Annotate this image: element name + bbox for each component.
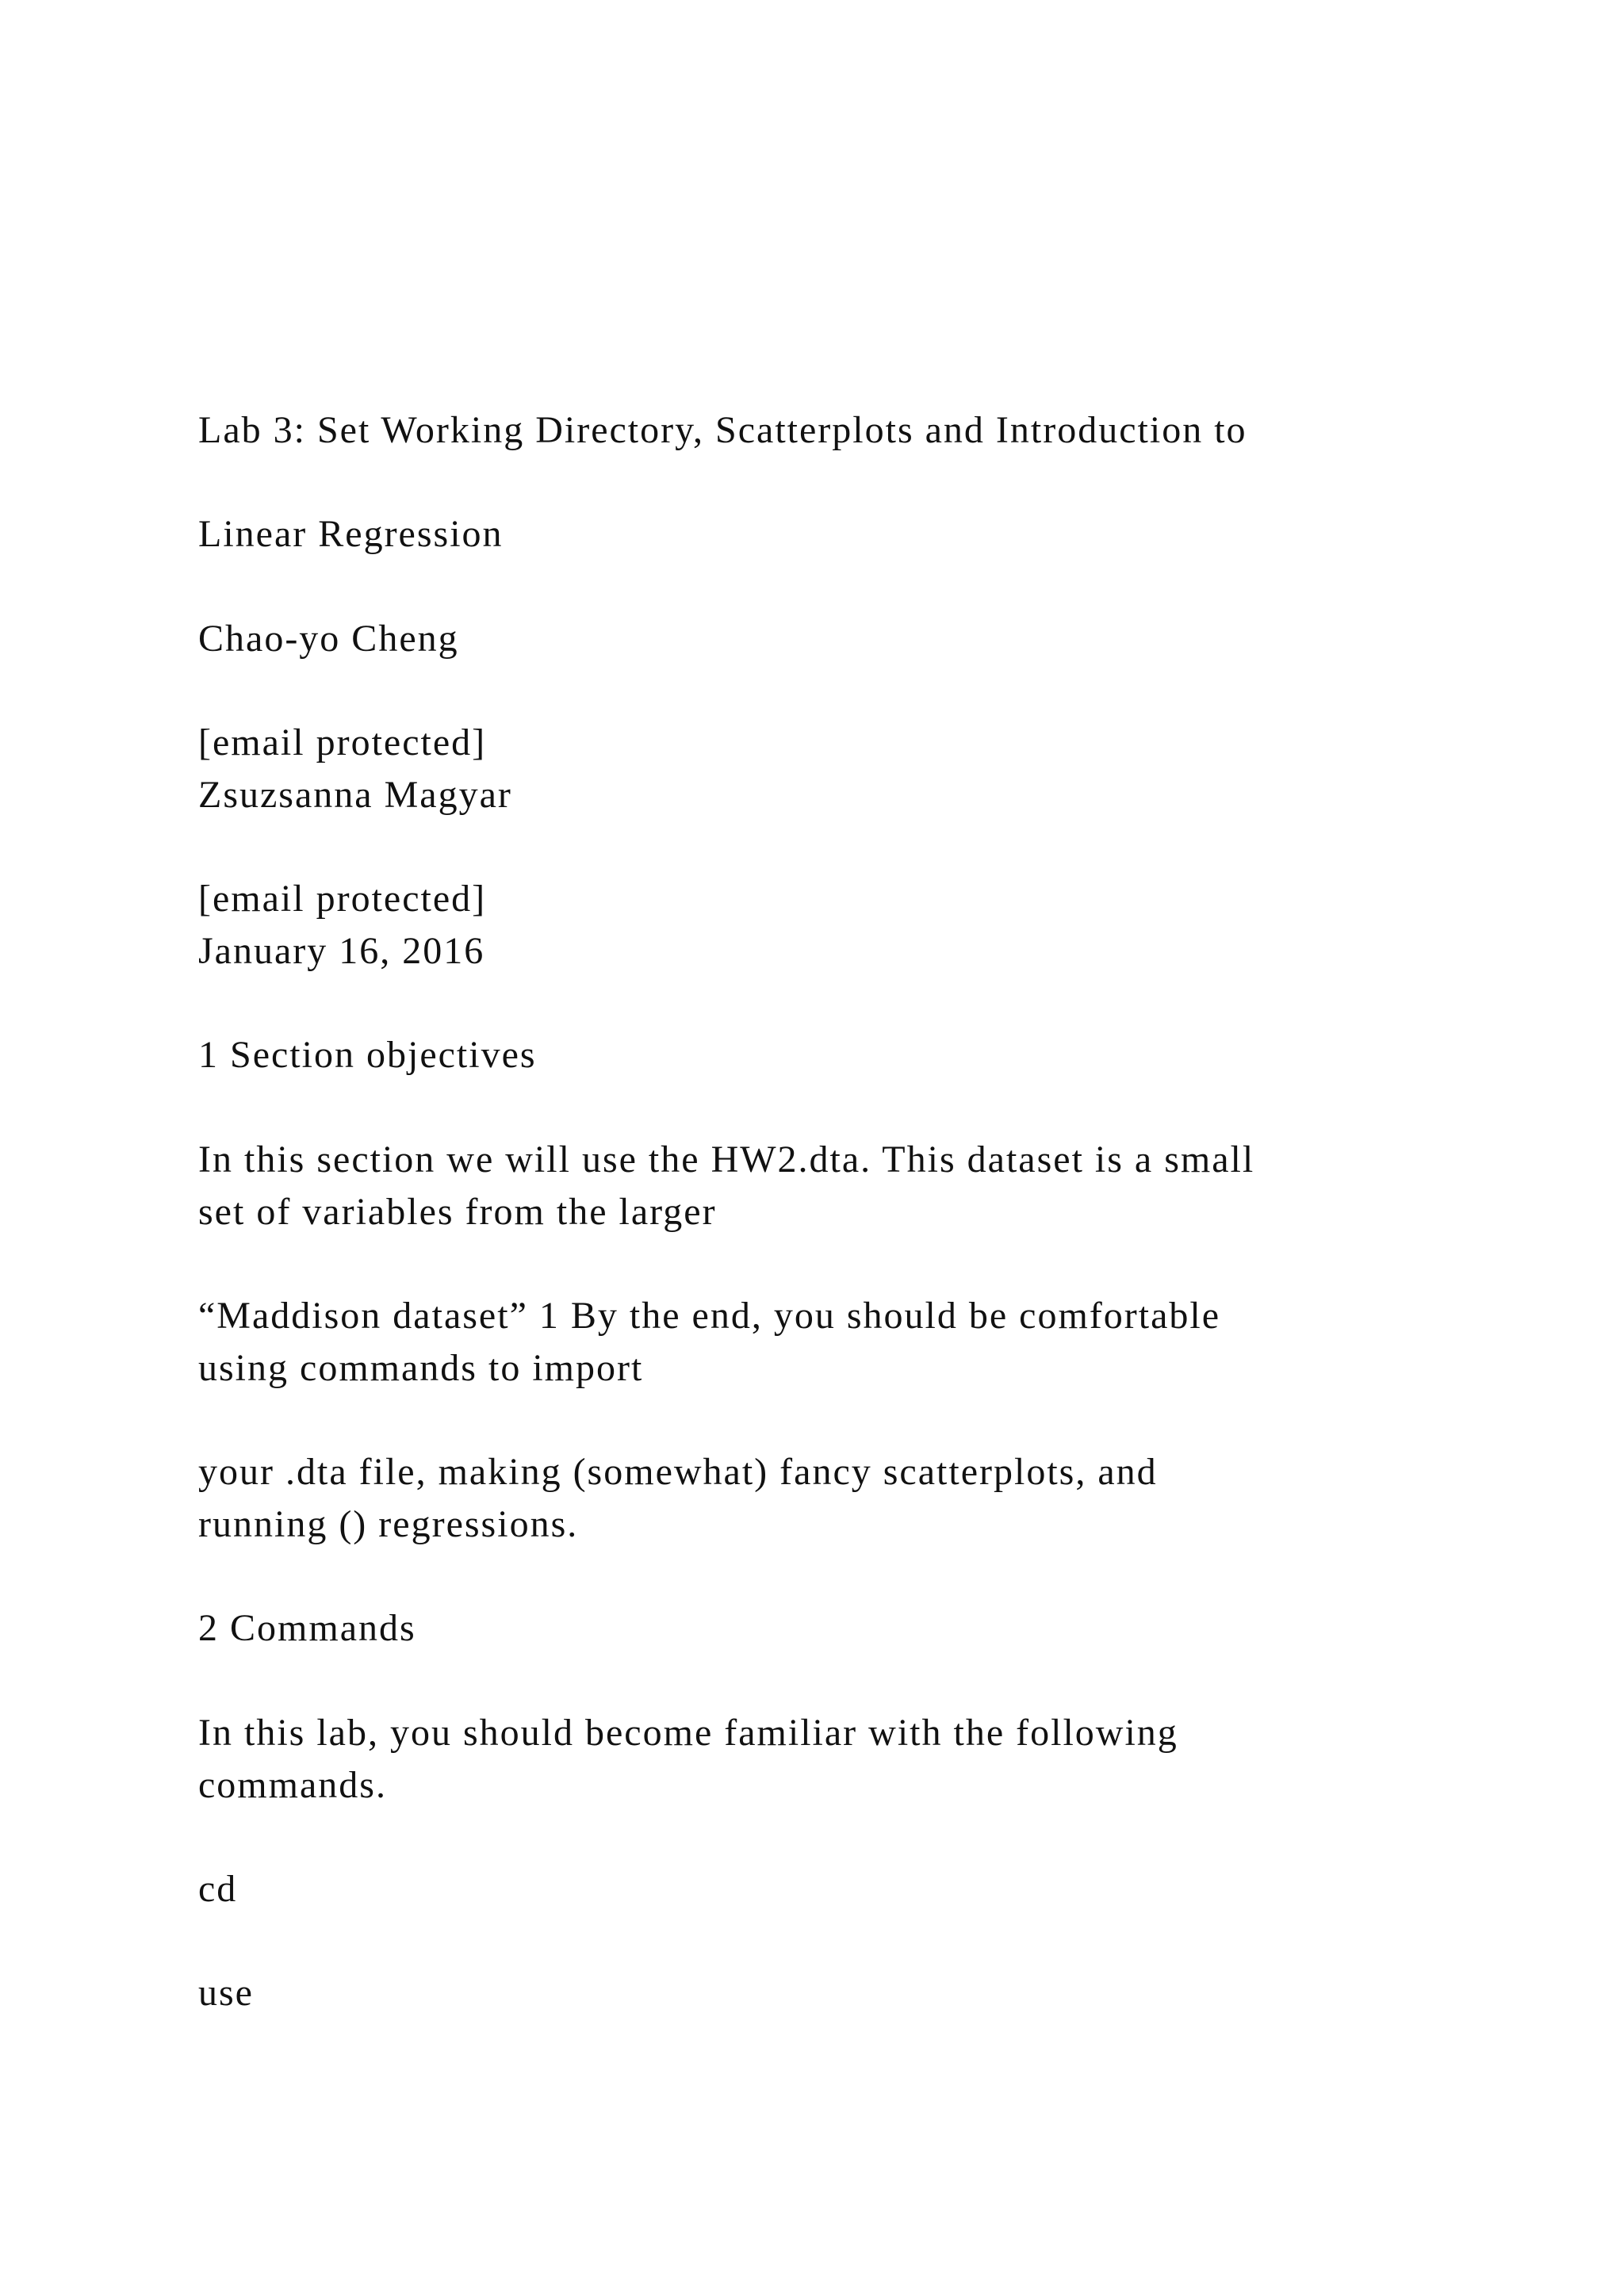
author-name-2: Zsuzsanna Magyar [198,774,512,816]
paragraph-line: running () regressions. [198,1503,579,1545]
document-date: January 16, 2016 [198,930,485,972]
command-item-cd: cd [198,1868,238,1910]
section-heading-commands: 2 Commands [198,1607,416,1649]
author-email-2: [email protected] [198,878,487,920]
paragraph-line: commands. [198,1764,387,1806]
author-email-1: [email protected] [198,721,487,763]
paragraph-line: your .dta file, making (somewhat) fancy scatterplots, and [198,1451,1158,1493]
paragraph-line: set of variables from the larger [198,1191,717,1233]
section-heading-objectives: 1 Section objectives [198,1034,537,1076]
paragraph-line: In this section we will use the HW2.dta. This dataset is a small [198,1138,1255,1181]
document-title-line-1: Lab 3: Set Working Directory, Scatterplots and Introduction to [198,409,1247,451]
author-name-1: Chao-yo Cheng [198,618,459,660]
command-item-use: use [198,1972,254,2014]
paragraph-line: “Maddison dataset” 1 By the end, you should be comfortable [198,1295,1221,1337]
paragraph-line: In this lab, you should become familiar with the following [198,1712,1178,1754]
document-title-line-2: Linear Regression [198,513,504,555]
paragraph-line: using commands to import [198,1347,644,1389]
